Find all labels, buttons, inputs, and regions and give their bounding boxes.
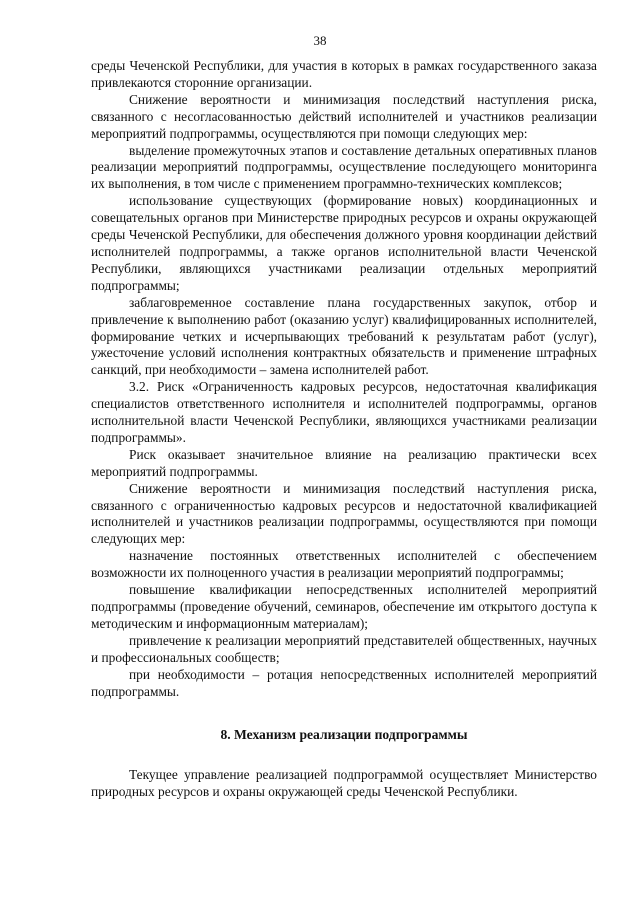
paragraph: Снижение вероятности и минимизация последствий наступления риска, связанного с ограниченностью кадровых ресурсов и недостаточной квалификацией исполнителей и участников реализации подпрограммы, осуществляются при помощи следующих мер: (91, 480, 597, 547)
paragraph: Снижение вероятности и минимизация последствий наступления риска, связанного с несогласованностью действий исполнителей и участников реализации мероприятий подпрограммы, осуществляются при помощи следующих мер: (91, 91, 597, 141)
paragraph: использование существующих (формирование новых) координационных и совещательных органов при Министерстве природных ресурсов и охраны окружающей среды Чеченской Республики, для обеспечения должного уровня координации действий исполнителей подпрограммы, а также органов исполнительной власти Чеченской Республики, являющихся участниками реализации отдельных мероприятий подпрограммы; (91, 193, 597, 293)
paragraph: при необходимости – ротация непосредственных исполнителей мероприятий подпрограммы. (91, 666, 597, 699)
paragraph: 3.2. Риск «Ограниченность кадровых ресурсов, недостаточная квалификация специалистов ответственного исполнителя и исполнителей подпрограммы, органов исполнительной власти Чеченской Республики, являющихся участниками реализации подпрограммы». (91, 379, 597, 445)
document-body (91, 58, 597, 801)
paragraph: повышение квалификации непосредственных исполнителей мероприятий подпрограммы (проведение обучений, семинаров, обеспечение им открытого доступа к методическим и информационным материалам); (91, 582, 597, 631)
paragraph: выделение промежуточных этапов и составление детальных оперативных планов реализации мероприятий подпрограммы, осуществление последующего мониторинга их выполнения, в том числе с применением программно-технических комплексов; (91, 142, 597, 192)
paragraph: Текущее управление реализацией подпрограммой осуществляет Министерство природных ресурсов и охраны окружающей среды Чеченской Республики. (91, 767, 597, 800)
paragraph: заблаговременное составление плана государственных закупок, отбор и привлечение к выполнению работ (оказанию услуг) квалифицированных исполнителей, формирование четких и исчерпывающих требований к результатам работ (услуг), ужесточение условий исполнения контрактных обязательств и применение штрафных санкций, при необходимости – замена исполнителей работ. (91, 294, 597, 378)
paragraph: назначение постоянных ответственных исполнителей с обеспечением возможности их полноценного участия в реализации мероприятий подпрограммы; (91, 548, 597, 581)
page-number: 38 (313, 33, 327, 48)
paragraph: Риск оказывает значительное влияние на реализацию практически всех мероприятий подпрограммы. (91, 446, 597, 479)
section-heading: 8. Механизм реализации подпрограммы (220, 727, 468, 743)
paragraph: среды Чеченской Республики, для участия в которых в рамках государственного заказа привлекаются сторонние организации. (91, 58, 597, 90)
paragraph: привлечение к реализации мероприятий представителей общественных, научных и профессиональных сообществ; (91, 632, 597, 665)
